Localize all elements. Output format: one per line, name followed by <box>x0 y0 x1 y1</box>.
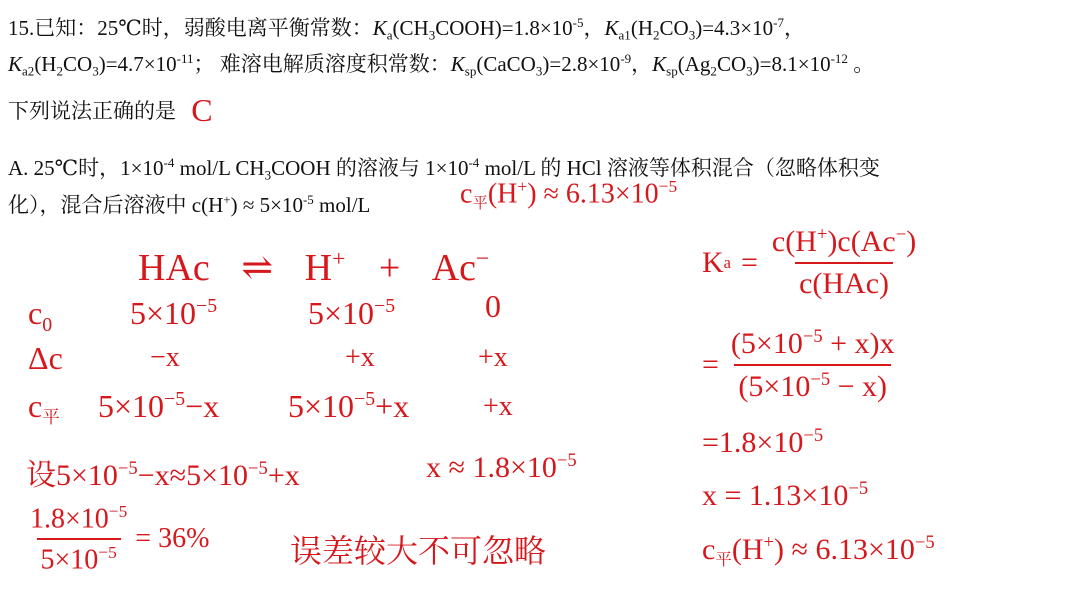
question-line-2: $K_{a2}(H_2CO_3)=4.7\times 10^{-11}$； 难溶电解质溶度积常数：$K_{sp}(CaCO_3)=2.8\times 10^{-9}$，$K_{sp}(Ag_2CO_3)=8.1\times 10^{-12}$ 。 <box>8 51 875 79</box>
x-value: $x = 1.13\times 10^{-5}$ <box>702 478 869 513</box>
row-cp-label: $c_平$ <box>28 388 60 428</box>
answer-mark: C <box>191 92 213 128</box>
x-approx: $x \approx 1.8\times 10^{-5}$ <box>426 450 577 485</box>
row-dc-ac: +x <box>478 342 508 373</box>
row-c0-label: $c_0$ <box>28 295 53 336</box>
question-line-1: 15.已知：25℃时，弱酸电离平衡常数：$K_a(CH_3COOH)=1.8\times 10^{-5}$，$K_{a1}(H_2CO_3)=4.3\times 10^{-7}$， <box>8 15 805 43</box>
error-comment: 误差较大不可忽略 <box>290 533 547 569</box>
row-cp-hac: $5\times 10^{-5}-x$ <box>98 388 220 424</box>
ka-substitution: = $\frac{(5\times 10^{-5} + x)x}{(5\times 10^{-5} - x)}$ <box>702 326 895 404</box>
question-prompt: 下列说法正确的是 C <box>8 92 213 128</box>
row-c0-hac: $5\times 10^{-5}$ <box>130 295 218 331</box>
row-dc-hac: −x <box>150 342 180 373</box>
error-fraction: $\frac{1.8\times 10^{-5}}{5\times 10^{-5}}$ = 36% <box>30 502 210 576</box>
option-a-annotation: $c_平(H^+) \approx 6.13\times 10^{-5}$ <box>460 177 678 212</box>
equilibrium-equation: HAc ⇌ H+ + Ac− <box>138 245 490 289</box>
row-dc-h: +x <box>345 342 375 373</box>
option-a-line-2: 化），混合后溶液中 $c(H^+) \approx 5\times 10^{-5}$ mol/L <box>8 192 371 217</box>
assumption-line: 设$5\times 10^{-5}-x\approx 5\times 10^{-5}+x$ <box>26 457 300 492</box>
row-c0-ac: 0 <box>485 288 501 324</box>
ka-expression: K a = $\frac{c(H^+)c(Ac^-)}{\text{c(HAc)}}$ <box>702 224 917 301</box>
row-dc-label: Δc <box>28 340 63 376</box>
option-a-line-1: A. 25℃时，$1\times 10^{-4}$ mol/L $CH_3COOH$ 的溶液与 $1\times 10^{-4}$ mol/L 的 HCl 溶液等体积混合（忽略体积变 <box>8 155 880 183</box>
row-c0-h: $5\times 10^{-5}$ <box>308 295 396 331</box>
ka-value: $=1.8\times 10^{-5}$ <box>702 425 824 460</box>
row-cp-ac: +x <box>483 391 513 422</box>
row-cp-h: $5\times 10^{-5}+x$ <box>288 388 410 424</box>
equilibrium-arrow-icon: ⇌ <box>241 247 274 289</box>
c-eq-h-value: $c_平(H^+) \approx 6.13\times 10^{-5}$ <box>702 532 935 569</box>
question-number: 15. <box>8 15 35 40</box>
